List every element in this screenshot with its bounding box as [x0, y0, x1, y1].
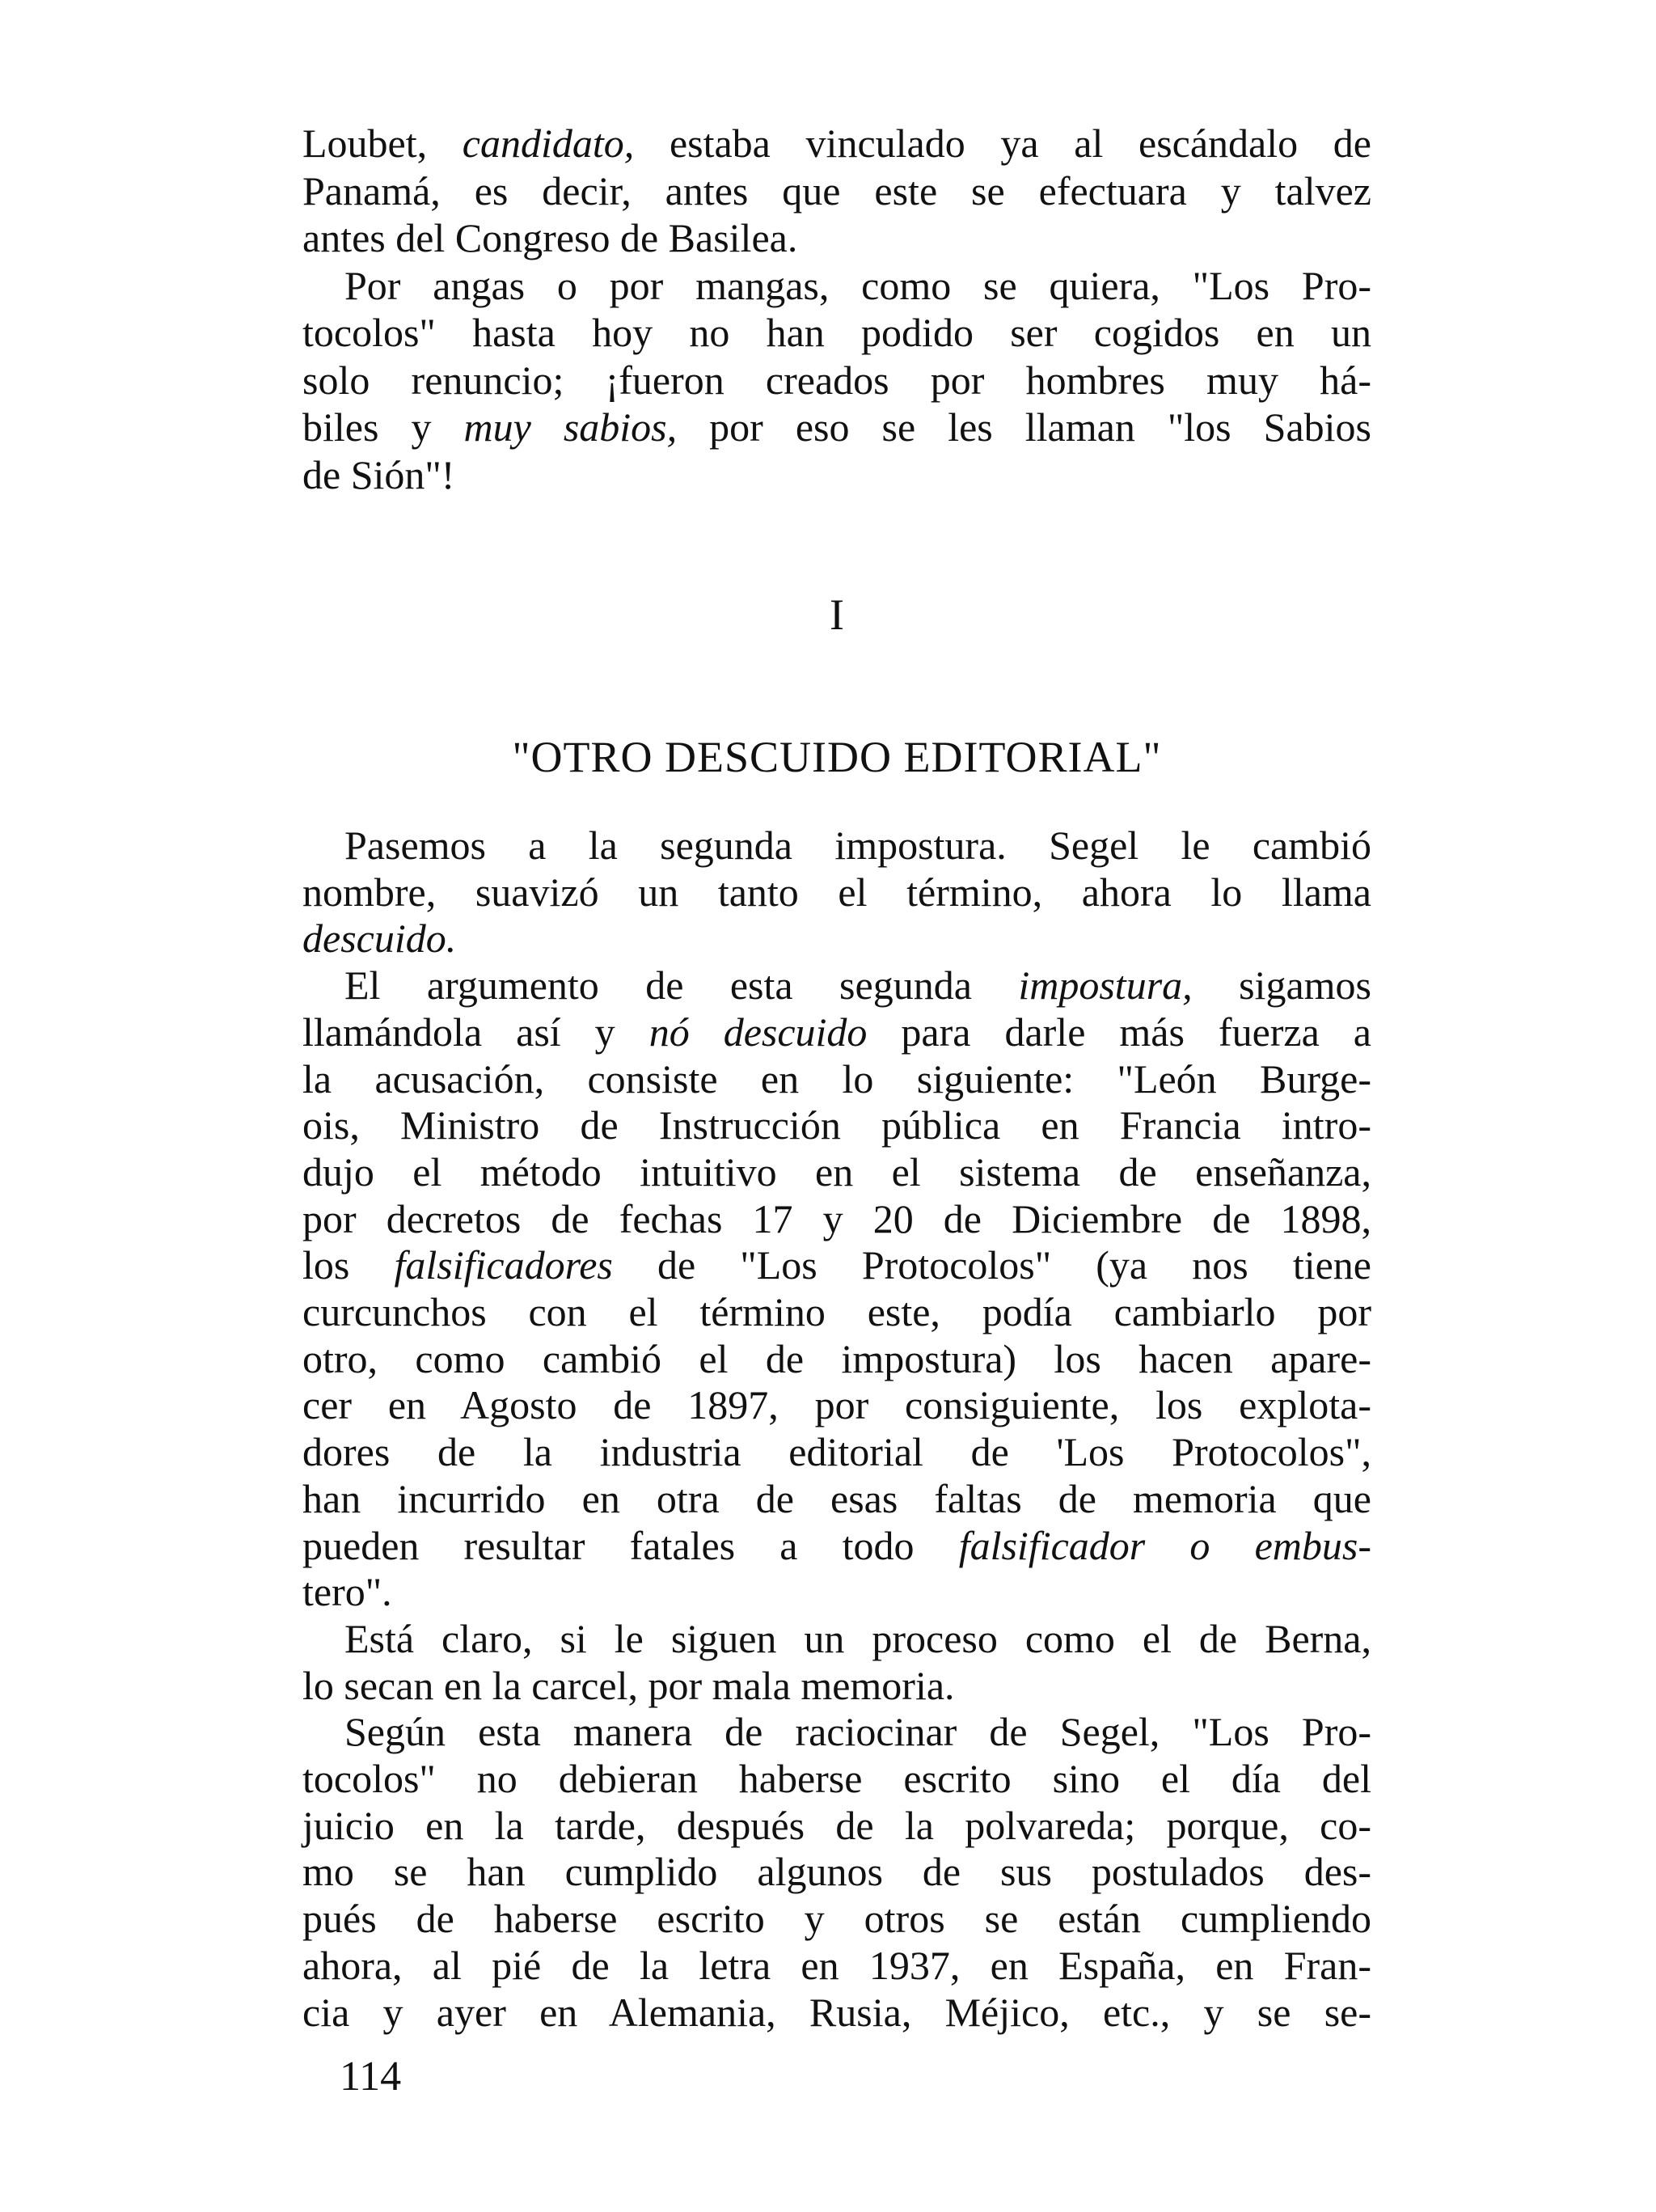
text-line	[302, 1475, 1371, 1522]
text-line	[302, 357, 1371, 404]
chapter-number: I	[830, 590, 844, 639]
text-run: nombre, suavizó un tanto el término, ahora lo llama	[302, 869, 1371, 915]
text-line	[302, 262, 1371, 309]
text-line	[302, 451, 1371, 498]
text-line	[302, 1568, 1371, 1615]
text-line	[302, 120, 1371, 167]
text-line	[302, 1009, 1371, 1055]
text-run: de Sión"!	[302, 451, 455, 497]
text-line	[302, 1895, 1371, 1942]
text-run: juicio en la tarde, después de la polvareda; porque, co-	[302, 1802, 1371, 1848]
text-line	[302, 1148, 1371, 1195]
text-run: dujo el método intuitivo en el sistema de enseñanza,	[302, 1148, 1371, 1195]
text-run: cer en Agosto de 1897, por consiguiente, los explota-	[302, 1382, 1371, 1428]
text-run: Está claro, si le siguen un proceso como el de Berna,	[344, 1615, 1371, 1661]
text-run: Panamá, es decir, antes que este se efectuara y talvez	[302, 167, 1371, 214]
text-run: tocolos" hasta hoy no han podido ser cogidos en un	[302, 310, 1371, 355]
page-number: 114	[340, 2053, 402, 2100]
text-run: pueden resultar fatales a todo	[302, 1522, 959, 1568]
text-line	[302, 404, 1371, 450]
text-line	[302, 1195, 1371, 1242]
text-line	[302, 1055, 1371, 1102]
text-line	[302, 1335, 1371, 1382]
text-run: de "Los Protocolos" (ya nos tiene	[612, 1242, 1371, 1288]
text-line	[302, 1662, 1371, 1709]
text-run: los	[302, 1242, 395, 1288]
text-run: pués de haberse escrito y otros se están cumpliendo	[302, 1896, 1371, 1942]
text-run: dores de la industria editorial de 'Los Protocolos",	[302, 1429, 1371, 1475]
text-run: tocolos" no debieran haberse escrito sino el día del	[302, 1756, 1371, 1801]
book-page	[302, 0, 1371, 2212]
text-run: llamándola así y	[302, 1009, 649, 1055]
text-line	[302, 869, 1371, 916]
text-line	[302, 309, 1371, 356]
text-line	[302, 1615, 1371, 1662]
italic-text: falsificador o embus-	[958, 1522, 1371, 1568]
text-run: por eso se les llaman "los Sabios	[677, 404, 1371, 450]
text-line	[302, 915, 1371, 962]
text-run: lo secan en la carcel, por mala memoria.	[302, 1662, 955, 1708]
italic-text: muy sabios,	[463, 404, 678, 450]
text-run: antes del Congreso de Basilea.	[302, 215, 798, 260]
text-run: mo se han cumplido algunos de sus postulados des-	[302, 1849, 1371, 1895]
text-line	[302, 1241, 1371, 1288]
text-run: curcunchos con el término este, podía cambiarlo por	[302, 1289, 1371, 1334]
text-run: para darle más fuerza a	[867, 1009, 1371, 1055]
text-run: cia y ayer en Alemania, Rusia, Méjico, etc., y se se-	[302, 1989, 1371, 2035]
text-run: Loubet,	[302, 121, 463, 166]
text-run: biles y	[302, 404, 464, 450]
text-run: estaba vinculado ya al escándalo de	[634, 121, 1371, 166]
text-run: tero".	[302, 1569, 392, 1615]
text-line	[302, 1708, 1371, 1755]
italic-text: nó descuido	[648, 1009, 868, 1055]
text-line	[302, 1522, 1371, 1569]
text-run: han incurrido en otra de esas faltas de memoria que	[302, 1475, 1371, 1521]
text-run: por decretos de fechas 17 y 20 de Diciembre de 1898,	[302, 1195, 1371, 1241]
chapter-title: "OTRO DESCUIDO EDITORIAL"	[512, 733, 1162, 781]
text-line	[302, 1802, 1371, 1849]
text-run: sigamos	[1192, 962, 1371, 1009]
text-line	[302, 1942, 1371, 1989]
text-run: ois, Ministro de Instrucción pública en Francia intro-	[302, 1102, 1371, 1148]
text-line	[302, 167, 1371, 214]
text-run: El argumento de esta segunda	[344, 962, 1019, 1009]
italic-text: candidato,	[462, 121, 635, 166]
text-line	[302, 1989, 1371, 2036]
text-line	[302, 1102, 1371, 1148]
text-run: Según esta manera de raciocinar de Segel, "Los Pro-	[344, 1709, 1371, 1755]
text-line	[302, 1381, 1371, 1428]
text-line	[302, 214, 1371, 261]
text-run: solo renuncio; ¡fueron creados por hombres muy há-	[302, 357, 1371, 403]
text-line	[302, 1428, 1371, 1475]
text-line	[302, 962, 1371, 1009]
text-line	[302, 1848, 1371, 1895]
text-run: Pasemos a la segunda impostura. Segel le cambió	[344, 823, 1371, 868]
italic-text: impostura,	[1018, 962, 1193, 1009]
text-line	[302, 1288, 1371, 1335]
text-run: la acusación, consiste en lo siguiente: "León Burge-	[302, 1055, 1371, 1102]
text-run: Por angas o por mangas, como se quiera, "Los Pro-	[344, 262, 1371, 308]
text-line	[302, 822, 1371, 869]
text-line	[302, 1755, 1371, 1802]
italic-text: falsificadores	[394, 1242, 613, 1288]
italic-text: descuido.	[302, 916, 457, 962]
text-run: ahora, al pié de la letra en 1937, en España, en Fran-	[302, 1942, 1371, 1988]
text-run: otro, como cambió el de impostura) los hacen apare-	[302, 1335, 1371, 1381]
